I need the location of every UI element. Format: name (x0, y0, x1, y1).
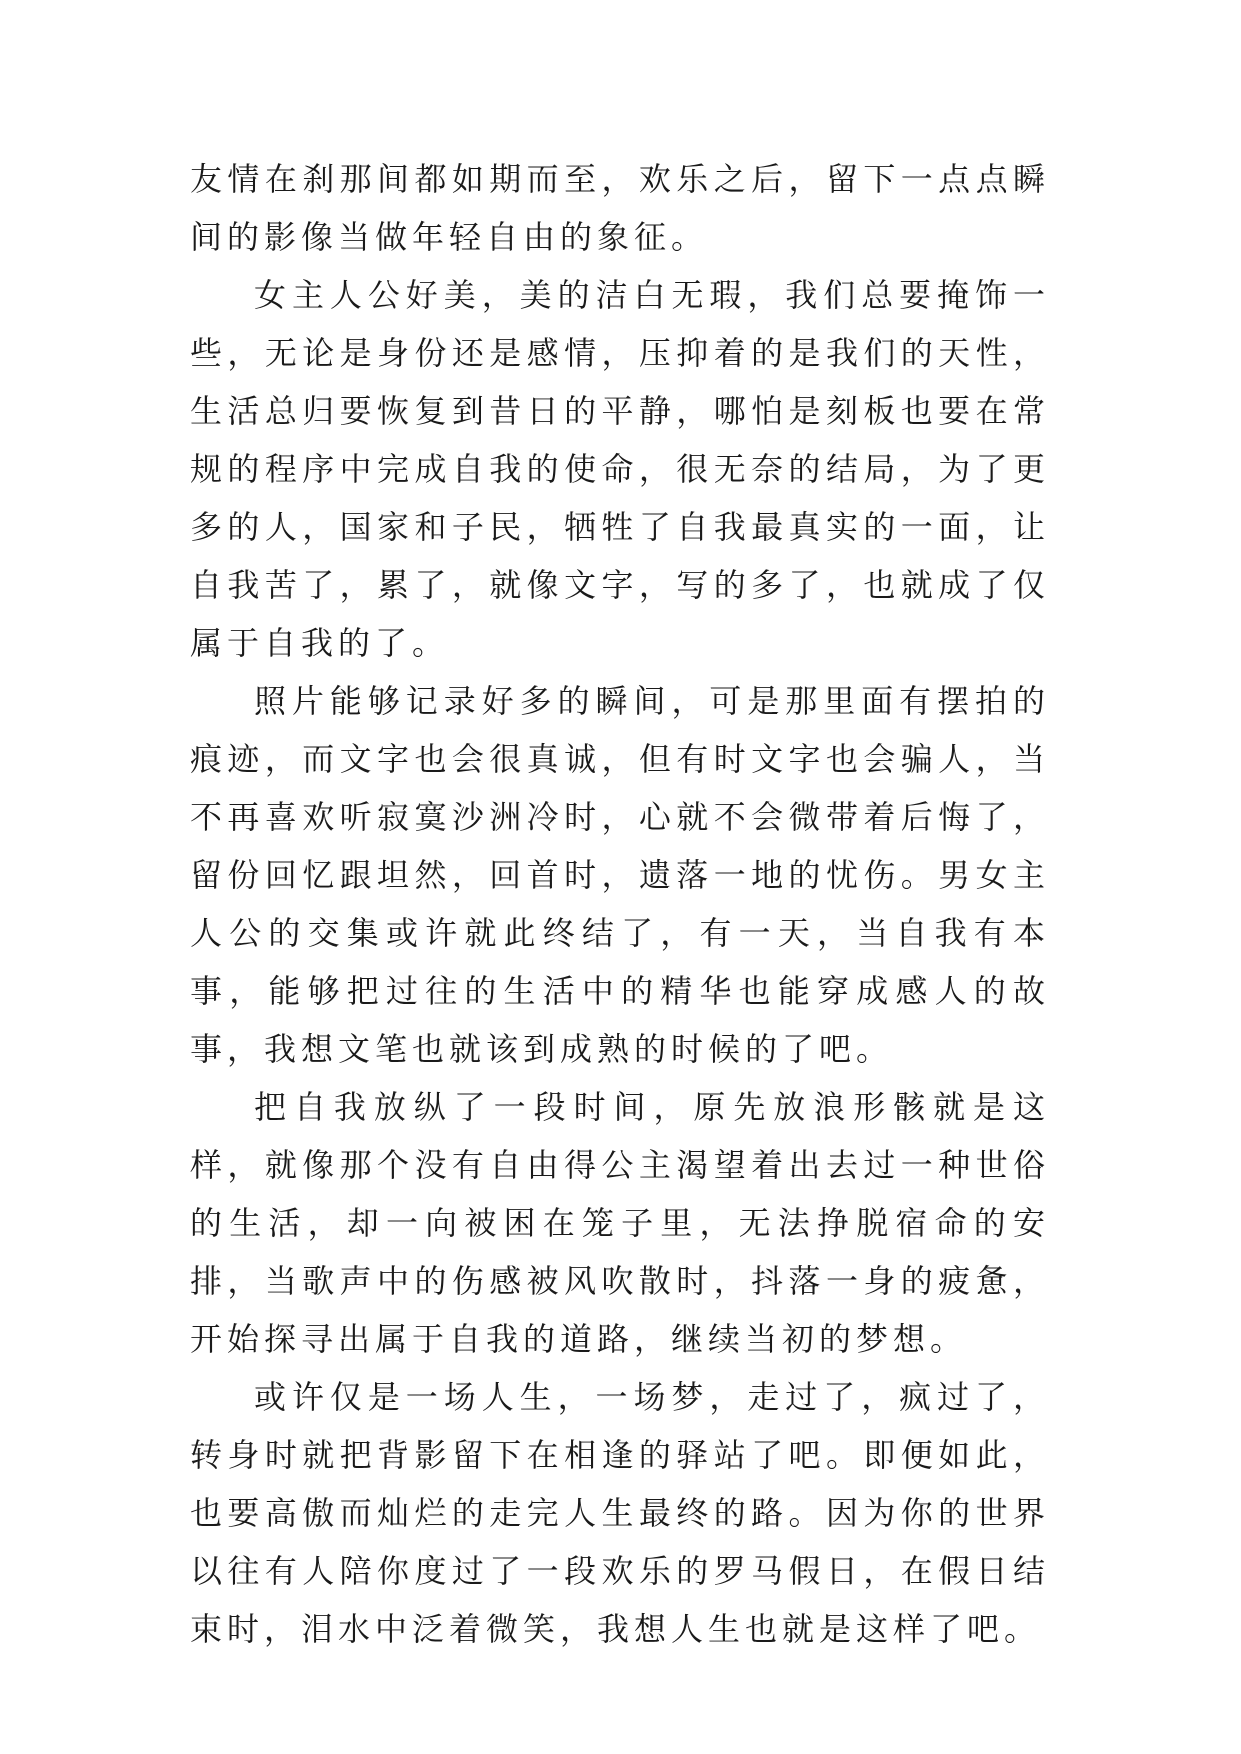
paragraph-5: 或许仅是一场人生，一场梦，走过了，疯过了，转身时就把背影留下在相逢的驿站了吧。即便如此，也要高傲而灿烂的走完人生最终的路。因为你的世界以往有人陪你度过了一段欢乐的罗马假日，在假日结束时，泪水中泛着微笑，我想人生也就是这样了吧。 (190, 1378, 1050, 1648)
paragraph-3: 照片能够记录好多的瞬间，可是那里面有摆拍的痕迹，而文字也会很真诚，但有时文字也会骗人，当不再喜欢听寂寞沙洲冷时，心就不会微带着后悔了，留份回忆跟坦然，回首时，遗落一地的忧伤。男女主人公的交集或许就此终结了，有一天，当自我有本事，能够把过往的生活中的精华也能穿成感人的故事，我想文笔也就该到成熟的时候的了吧。 (190, 682, 1050, 1068)
paragraph-1: 友情在刹那间都如期而至，欢乐之后，留下一点点瞬间的影像当做年轻自由的象征。 (190, 160, 1050, 256)
body-text (190, 150, 1050, 1658)
paragraph-2: 女主人公好美，美的洁白无瑕，我们总要掩饰一些，无论是身份还是感情，压抑着的是我们的天性，生活总归要恢复到昔日的平静，哪怕是刻板也要在常规的程序中完成自我的使命，很无奈的结局，为了更多的人，国家和子民，牺牲了自我最真实的一面，让自我苦了，累了，就像文字，写的多了，也就成了仅属于自我的了。 (190, 276, 1050, 662)
paragraph-4: 把自我放纵了一段时间，原先放浪形骸就是这样，就像那个没有自由得公主渴望着出去过一种世俗的生活，却一向被困在笼子里，无法挣脱宿命的安排，当歌声中的伤感被风吹散时，抖落一身的疲惫，开始探寻出属于自我的道路，继续当初的梦想。 (190, 1088, 1050, 1358)
